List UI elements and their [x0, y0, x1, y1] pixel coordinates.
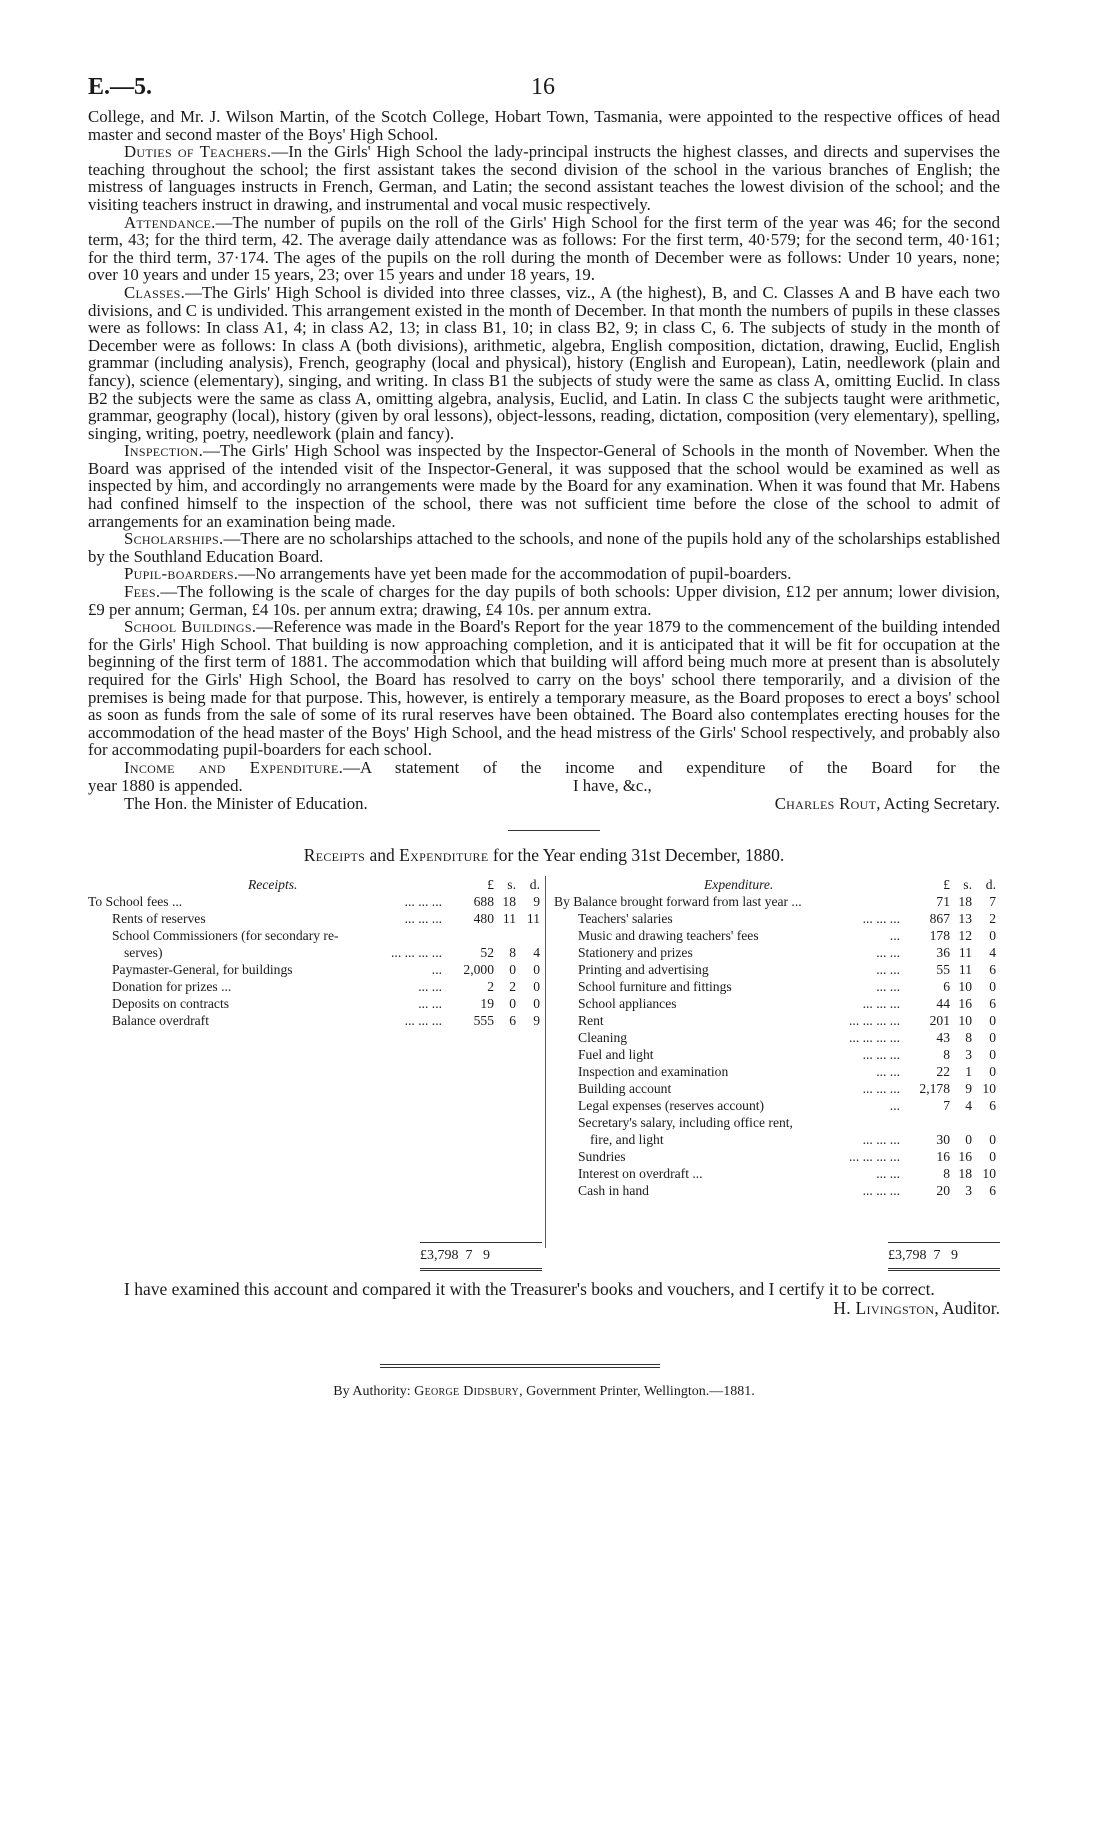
expenditure-pounds: 30	[936, 1131, 950, 1147]
expenditure-row	[554, 1148, 1000, 1165]
unit-pence: d.	[985, 876, 996, 892]
unit-shillings: s.	[507, 876, 516, 892]
receipts-shillings: 8	[509, 944, 516, 960]
receipts-pence: 4	[533, 944, 540, 960]
expenditure-shillings: 16	[958, 995, 972, 1011]
receipts-leader-dots: ... ... ...	[404, 910, 442, 926]
expenditure-pounds: 22	[936, 1063, 950, 1079]
expenditure-shillings: 1	[965, 1063, 972, 1079]
unit-pounds: £	[943, 876, 950, 892]
expenditure-label: Secretary's salary, including office rent,	[578, 1114, 793, 1130]
section-heading: Scholarships.	[124, 529, 224, 549]
certificate-text: I have examined this account and compared it with the Treasurer's books and vouchers, and I certify it to be correct.	[124, 1278, 935, 1299]
expenditure-shillings: 8	[965, 1029, 972, 1045]
page-number: 16	[531, 74, 555, 100]
expenditure-row	[554, 910, 1000, 927]
section-heading: Classes.	[124, 282, 186, 302]
total-double-rule-expenditure	[888, 1268, 1000, 1271]
expenditure-shillings: 10	[958, 978, 972, 994]
expenditure-pence: 7	[989, 893, 996, 909]
expenditure-leader-dots: ... ...	[876, 944, 900, 960]
expenditure-pence: 0	[989, 927, 996, 943]
unit-pence: d.	[529, 876, 540, 892]
expenditure-leader-dots: ... ...	[876, 1063, 900, 1079]
receipts-row	[88, 961, 540, 978]
footer-divider	[380, 1364, 660, 1365]
section-heading: School Buildings.	[124, 617, 257, 637]
expenditure-row	[554, 1080, 1000, 1097]
expenditure-heading: Expenditure.	[704, 876, 774, 892]
paragraph-pupil-boarders: Pupil-boarders.—No arrangements have yet been made for the accommodation of pupil-boarders.	[124, 564, 792, 584]
receipts-label: Paymaster-General, for buildings	[112, 961, 293, 977]
expenditure-leader-dots: ... ...	[876, 1165, 900, 1181]
expenditure-pence: 0	[989, 1131, 996, 1147]
closing-salutation: I have, &c.,	[573, 775, 652, 795]
expenditure-pence: 6	[989, 995, 996, 1011]
receipts-row	[88, 995, 540, 1012]
expenditure-leader-dots: ... ... ...	[862, 1131, 900, 1147]
receipts-pence: 11	[526, 910, 540, 926]
expenditure-pence: 6	[989, 1182, 996, 1198]
expenditure-pounds: 201	[929, 1012, 950, 1028]
section-heading: Attendance.	[124, 212, 216, 232]
receipts-leader-dots: ... ...	[418, 995, 442, 1011]
expenditure-row	[554, 1114, 1000, 1131]
document-page	[88, 74, 1000, 1400]
expenditure-label: Legal expenses (reserves account)	[578, 1097, 765, 1113]
paragraph-duties-of-teachers: Duties of Teachers.—In the Girls' High School the lady-principal instructs the highest classes, and directs and supervises the teaching throughout the school; the first assistant takes the second division of the school in the various branches of English; the mistress of languages instructs in French, German, and Latin; the second assistant teaches the lowest division of the school; and the visiting teachers instruct in drawing, and instrumental and vocal music respectively.	[88, 142, 1000, 214]
expenditure-pounds: 2,178	[919, 1080, 950, 1096]
expenditure-row	[554, 1131, 1000, 1148]
report-body	[88, 108, 1000, 777]
receipts-expenditure-table	[88, 876, 1000, 1286]
section-heading: Duties of Teachers.	[124, 142, 272, 162]
receipts-label: serves)	[124, 944, 163, 960]
receipts-row	[88, 1012, 540, 1029]
expenditure-pounds: 8	[943, 1165, 950, 1181]
expenditure-leader-dots: ... ... ...	[862, 910, 900, 926]
paragraph-continuation: College, and Mr. J. Wilson Martin, of the Scotch College, Hobart Town, Tasmania, were appointed to the respective offices of head master and second master of the Boys' High School.	[88, 107, 1000, 144]
expenditure-pounds: 867	[929, 910, 950, 926]
expenditure-shillings: 0	[965, 1131, 972, 1147]
paragraph-inspection: Inspection.—The Girls' High School was inspected by the Inspector-General of Schools in the month of November. When the Board was apprised of the intended visit of the Inspector-General, it was supposed that the school would be examined as well as inspected by him, and accordingly no arrangements were made by the Board for any examination. When it was found that Mr. Habens had confined himself to the inspection of the school, there was not sufficient time before the close of the school to admit of arrangements for an examination being made.	[88, 441, 1000, 531]
expenditure-leader-dots: ... ... ...	[862, 1182, 900, 1198]
receipts-pence: 9	[533, 893, 540, 909]
receipts-row	[88, 978, 540, 995]
expenditure-shillings: 13	[958, 910, 972, 926]
receipts-label: Donation for prizes ...	[112, 978, 232, 994]
expenditure-label: Rent	[578, 1012, 604, 1028]
page-header	[88, 74, 1000, 108]
paragraph-income-expenditure: Income and Expenditure.—A statement of the income and expenditure of the Board for the	[124, 757, 1000, 777]
expenditure-pounds: 6	[943, 978, 950, 994]
letter-closing	[88, 777, 1000, 815]
expenditure-row	[554, 978, 1000, 995]
section-divider	[508, 830, 600, 831]
expenditure-pounds: 71	[936, 893, 950, 909]
expenditure-label: By Balance brought forward from last year ...	[554, 893, 802, 909]
expenditure-row	[554, 927, 1000, 944]
expenditure-leader-dots: ...	[889, 1097, 900, 1113]
receipts-leader-dots: ... ...	[418, 978, 442, 994]
receipts-pence: 9	[533, 1012, 540, 1028]
receipts-pounds: 52	[480, 944, 494, 960]
addressee: The Hon. the Minister of Education.	[124, 793, 368, 813]
receipts-row	[88, 944, 540, 961]
expenditure-leader-dots: ... ... ...	[862, 995, 900, 1011]
unit-shillings: s.	[963, 876, 972, 892]
expenditure-label: School appliances	[578, 995, 677, 1011]
receipts-pence: 0	[533, 978, 540, 994]
receipts-pence: 0	[533, 961, 540, 977]
expenditure-label: Interest on overdraft ...	[578, 1165, 703, 1181]
expenditure-shillings: 12	[958, 927, 972, 943]
receipts-shillings: 2	[509, 978, 516, 994]
expenditure-label: Stationery and prizes	[578, 944, 693, 960]
expenditure-row	[554, 1182, 1000, 1199]
printer-imprint: By Authority: George Didsbury, Government Printer, Wellington.—1881.	[333, 1383, 755, 1399]
receipts-shillings: 11	[502, 910, 516, 926]
expenditure-shillings: 10	[958, 1012, 972, 1028]
expenditure-leader-dots: ...	[889, 927, 900, 943]
expenditure-label: Sundries	[578, 1148, 626, 1164]
expenditure-pounds: 36	[936, 944, 950, 960]
footer-divider-inner	[380, 1367, 660, 1368]
receipts-label: To School fees ...	[88, 893, 183, 909]
receipts-pounds: 688	[473, 893, 494, 909]
expenditure-shillings: 11	[958, 961, 972, 977]
closing-line: year 1880 is appended.	[88, 775, 243, 795]
expenditure-pounds: 8	[943, 1046, 950, 1062]
expenditure-pence: 0	[989, 978, 996, 994]
receipts-leader-dots: ... ... ... ...	[391, 944, 442, 960]
expenditure-row	[554, 1063, 1000, 1080]
expenditure-pounds: 7	[943, 1097, 950, 1113]
expenditure-pence: 2	[989, 910, 996, 926]
expenditure-label: Building account	[578, 1080, 672, 1096]
expenditure-leader-dots: ... ... ... ...	[849, 1148, 900, 1164]
expenditure-column	[554, 876, 1000, 1199]
document-reference: E.—5.	[88, 74, 153, 100]
total-double-rule-receipts	[420, 1268, 542, 1271]
receipts-label: Rents of reserves	[112, 910, 206, 926]
receipts-pence: 0	[533, 995, 540, 1011]
expenditure-pence: 6	[989, 961, 996, 977]
auditor-certificate	[88, 1280, 1000, 1324]
receipts-pounds: 555	[473, 1012, 494, 1028]
receipts-label: Balance overdraft	[112, 1012, 209, 1028]
paragraph-school-buildings: School Buildings.—Reference was made in the Board's Report for the year 1879 to the commencement of the building intended for the Girls' High School. That building is now approaching completion, and it is anticipated that it will be fit for occupation at the beginning of the first term of 1881. The accommodation which that building will afford being much more at present than is absolutely required for the Girls' High School, the Board has resolved to carry on the boys' school there temporarily, and a division of the premises is being made for that purpose. This, however, is entirely a temporary measure, as the Board proposes to erect a boys' school as soon as funds from the sale of some of its rural reserves have been obtained. The Board also contemplates erecting houses for the accommodation of the head master of the Boys' High School, and the head mistress of the Girls' School respectively, and probably also for accommodating pupil-boarders for each school.	[88, 617, 1000, 760]
expenditure-label: Music and drawing teachers' fees	[578, 927, 759, 943]
expenditure-pence: 0	[989, 1046, 996, 1062]
expenditure-label: Inspection and examination	[578, 1063, 729, 1079]
expenditure-label: Teachers' salaries	[578, 910, 673, 926]
receipts-row	[88, 893, 540, 910]
expenditure-pence: 4	[989, 944, 996, 960]
auditor-signature: H. Livingston, Auditor.	[833, 1297, 1000, 1318]
expenditure-label: Cleaning	[578, 1029, 628, 1045]
expenditure-shillings: 4	[965, 1097, 972, 1113]
expenditure-row	[554, 1165, 1000, 1182]
paragraph-fees: Fees.—The following is the scale of charges for the day pupils of both schools: Upper division, £12 per annum; lower division, £9 per annum; German, £4 10s. per annum extra; drawing, £4 10s. per annum extra.	[88, 582, 1000, 619]
expenditure-pence: 0	[989, 1029, 996, 1045]
expenditure-leader-dots: ... ...	[876, 978, 900, 994]
receipts-label: Deposits on contracts	[112, 995, 230, 1011]
expenditure-pounds: 43	[936, 1029, 950, 1045]
expenditure-shillings: 16	[958, 1148, 972, 1164]
expenditure-shillings: 9	[965, 1080, 972, 1096]
expenditure-pounds: 44	[936, 995, 950, 1011]
expenditure-label: fire, and light	[590, 1131, 664, 1147]
expenditure-pence: 6	[989, 1097, 996, 1113]
section-heading: Pupil-boarders.	[124, 564, 239, 584]
expenditure-row	[554, 1046, 1000, 1063]
expenditure-pence: 10	[982, 1080, 996, 1096]
expenditure-label: Printing and advertising	[578, 961, 709, 977]
receipts-pounds: 2,000	[463, 961, 494, 977]
expenditure-pounds: 16	[936, 1148, 950, 1164]
expenditure-shillings: 18	[958, 893, 972, 909]
expenditure-row	[554, 1012, 1000, 1029]
expenditure-pence: 10	[982, 1165, 996, 1181]
expenditure-pounds: 178	[929, 927, 950, 943]
expenditure-row	[554, 1029, 1000, 1046]
signature: Charles Rout, Acting Secretary.	[774, 793, 1000, 813]
section-heading: Inspection.	[124, 441, 204, 461]
receipts-pounds: 19	[480, 995, 494, 1011]
receipts-pounds: 480	[473, 910, 494, 926]
receipts-leader-dots: ... ... ...	[404, 1012, 442, 1028]
column-divider	[545, 876, 546, 1248]
receipts-heading: Receipts.	[248, 876, 298, 892]
expenditure-pence: 0	[989, 1148, 996, 1164]
expenditure-row	[554, 893, 1000, 910]
total-expenditure: £3,798 7 9	[888, 1247, 958, 1263]
expenditure-leader-dots: ... ... ...	[862, 1046, 900, 1062]
expenditure-shillings: 11	[958, 944, 972, 960]
receipts-shillings: 0	[509, 995, 516, 1011]
account-title: Receipts and Expenditure for the Year ending 31st December, 1880.	[303, 844, 785, 865]
paragraph-attendance: Attendance.—The number of pupils on the roll of the Girls' High School for the first term of the year was 46; for the second term, 43; for the third term, 42. The average daily attendance was as follows: For the first term, 40·579; for the second term, 40·161; for the third term, 37·174. The ages of the pupils on the roll during the month of December were as follows: Under 10 years, none; over 10 years and under 15 years, 23; over 15 years and under 18 years, 19.	[88, 212, 1000, 285]
receipts-pounds: 2	[487, 978, 494, 994]
total-rule-receipts	[420, 1242, 542, 1243]
expenditure-leader-dots: ... ... ... ...	[849, 1012, 900, 1028]
section-heading: Fees.	[124, 582, 161, 602]
expenditure-leader-dots: ... ...	[876, 961, 900, 977]
expenditure-header-row	[554, 876, 1000, 893]
expenditure-label: Fuel and light	[578, 1046, 654, 1062]
receipts-row	[88, 910, 540, 927]
expenditure-row	[554, 944, 1000, 961]
expenditure-leader-dots: ... ... ...	[862, 1080, 900, 1096]
paragraph-classes: Classes.—The Girls' High School is divided into three classes, viz., A (the highest), B, and C. Classes A and B have each two divisions, and C is undivided. This arrangement existed in the month of December. In that month the numbers of pupils in these classes were as follows: In class A1, 4; in class A2, 13; in class B1, 10; in class B2, 9; in class C, 6. The subjects of study in the month of December were as follows: In class A (both divisions), arithmetic, algebra, English composition, dictation, drawing, Euclid, English grammar (including analysis), French, geography (local and physical), history (English and European), Latin, needlework (plain and fancy), science (elementary), singing, and writing. In class B1 the subjects of study were the same as class A, omitting Euclid. In class B2 the subjects were the same as class A, omitting algebra, analysis, Euclid, and Latin. In class C the subjects taught were arithmetic, grammar, geography (local), history (given by oral lessons), object-lessons, reading, dictation, composition (very elementary), spelling, singing, writing, poetry, needlework (plain and fancy).	[88, 282, 1000, 443]
receipts-header-row	[88, 876, 540, 893]
total-receipts: £3,798 7 9	[420, 1247, 490, 1263]
expenditure-pounds: 55	[936, 961, 950, 977]
expenditure-leader-dots: ... ... ... ...	[849, 1029, 900, 1045]
receipts-leader-dots: ...	[431, 961, 442, 977]
expenditure-row	[554, 961, 1000, 978]
expenditure-label: Cash in hand	[578, 1182, 649, 1198]
expenditure-row	[554, 1097, 1000, 1114]
expenditure-shillings: 3	[965, 1046, 972, 1062]
receipts-row	[88, 927, 540, 944]
receipts-shillings: 6	[509, 1012, 516, 1028]
expenditure-shillings: 3	[965, 1182, 972, 1198]
expenditure-pence: 0	[989, 1063, 996, 1079]
paragraph-scholarships: Scholarships.—There are no scholarships attached to the schools, and none of the pupils hold any of the scholarships established by the Southland Education Board.	[88, 529, 1000, 566]
expenditure-shillings: 18	[958, 1165, 972, 1181]
expenditure-pence: 0	[989, 1012, 996, 1028]
expenditure-label: School furniture and fittings	[578, 978, 732, 994]
receipts-shillings: 0	[509, 961, 516, 977]
expenditure-pounds: 20	[936, 1182, 950, 1198]
section-heading: Income and Expenditure.	[124, 757, 344, 777]
expenditure-row	[554, 995, 1000, 1012]
receipts-column	[88, 876, 540, 1029]
receipts-label: School Commissioners (for secondary re-	[112, 927, 339, 943]
receipts-leader-dots: ... ... ...	[404, 893, 442, 909]
unit-pounds: £	[487, 876, 494, 892]
receipts-shillings: 18	[502, 893, 516, 909]
total-rule-expenditure	[888, 1242, 1000, 1243]
